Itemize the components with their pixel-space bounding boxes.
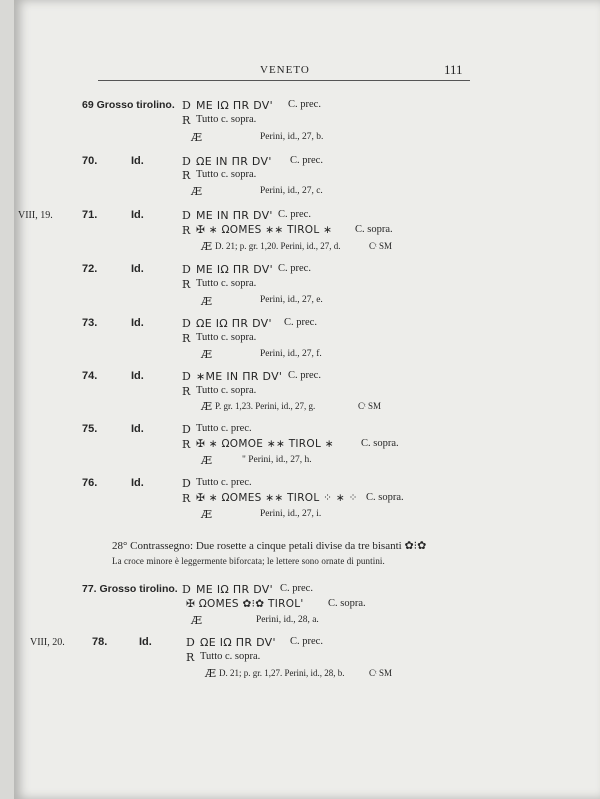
obverse-note: C. prec.: [280, 583, 313, 594]
entry-number: 77. Grosso tirolino.: [82, 583, 178, 595]
obverse-legend: ME IΩ ΠR DV': [196, 583, 273, 596]
collection-mark: Cᵗ SM: [358, 401, 381, 411]
obverse-legend: ΩΕ IΩ ΠR DV': [196, 317, 272, 330]
reference: D. 21; p. gr. 1,20. Perini, id., 27, d.: [215, 241, 341, 251]
reverse-legend: Tutto c. sopra.: [196, 332, 257, 343]
reverse-note: C. sopra.: [361, 438, 399, 449]
entry-number: 70.: [82, 155, 98, 167]
entry-type: Id.: [131, 423, 144, 435]
running-header: VENETO: [260, 64, 310, 76]
entry-number: 69 Grosso tirolino.: [82, 99, 175, 111]
reverse-note: C. sopra.: [366, 492, 404, 503]
collection-mark: Cᵗ SM: [369, 241, 392, 251]
reverse-symbol: R: [182, 278, 191, 291]
metal-mark: Æ: [201, 454, 213, 467]
entry-number: 71.: [82, 209, 98, 221]
book-page: [14, 0, 600, 799]
obverse-symbol: D: [182, 209, 191, 222]
entry-number: 76.: [82, 477, 98, 489]
obverse-symbol: D: [182, 317, 191, 330]
reference: " Perini, id., 27, h.: [242, 455, 312, 465]
metal-mark: Æ: [191, 131, 203, 144]
obverse-note: C. prec.: [290, 636, 323, 647]
metal-mark: Æ: [205, 667, 217, 680]
reverse-symbol: R: [186, 651, 195, 664]
reference: Perini, id., 27, e.: [260, 295, 323, 305]
plate-reference: VIII, 20.: [30, 637, 65, 648]
metal-mark: Æ: [191, 185, 203, 198]
reverse-legend: ✠ ΩΟΜΕS ✿⁝✿ TIROL': [186, 598, 304, 610]
reverse-legend: ✠ ∗ ΩΟΜΕS ∗∗ TIROL ⁘ ∗ ⁘: [196, 492, 358, 504]
entry-number: 78.: [92, 636, 108, 648]
obverse-symbol: D: [182, 99, 191, 112]
obverse-symbol: D: [182, 155, 191, 168]
metal-mark: Æ: [201, 295, 213, 308]
reverse-legend: Tutto c. sopra.: [200, 651, 261, 662]
entry-type: Id.: [139, 636, 152, 648]
obverse-note: C. prec.: [290, 155, 323, 166]
collection-mark: Cᵗ SM: [369, 668, 392, 678]
reference: Perini, id., 27, c.: [260, 186, 323, 196]
entry-type: Id.: [131, 317, 144, 329]
entry-number: 72.: [82, 263, 98, 275]
reverse-symbol: R: [182, 385, 191, 398]
obverse-legend: ΩΕ IΩ ΠR DV': [200, 636, 276, 649]
metal-mark: Æ: [201, 508, 213, 521]
reverse-legend: Tutto c. sopra.: [196, 169, 257, 180]
reverse-symbol: R: [182, 332, 191, 345]
reference: Perini, id., 27, i.: [260, 509, 322, 519]
reference: Perini, id., 27, f.: [260, 349, 322, 359]
entry-number: 73.: [82, 317, 98, 329]
obverse-symbol: D: [186, 636, 195, 649]
obverse-note: C. prec.: [288, 370, 321, 381]
entry-type: Id.: [131, 155, 144, 167]
obverse-legend: ME IΩ ΠR DV': [196, 263, 273, 276]
entry-type: Id.: [131, 477, 144, 489]
entry-number: 75.: [82, 423, 98, 435]
obverse-note: C. prec.: [284, 317, 317, 328]
metal-mark: Æ: [201, 348, 213, 361]
metal-mark: Æ: [201, 400, 213, 413]
plate-reference: VIII, 19.: [18, 210, 53, 221]
obverse-legend: ME IΩ ΠR DV': [196, 99, 273, 112]
reverse-symbol: R: [182, 169, 191, 182]
reverse-symbol: R: [182, 438, 191, 451]
reverse-legend: ✠ ∗ ΩΟΜΟΕ ∗∗ TIROL ∗: [196, 438, 334, 450]
reverse-symbol: R: [182, 114, 191, 127]
section-heading: 28° Contrassegno: Due rosette a cinque petali divise da tre bisanti ✿⁝✿: [112, 540, 427, 552]
obverse-legend: Tutto c. prec.: [196, 477, 252, 488]
entry-type: Id.: [131, 370, 144, 382]
obverse-note: C. prec.: [278, 209, 311, 220]
reverse-note: C. sopra.: [328, 598, 366, 609]
reference: P. gr. 1,23. Perini, id., 27, g.: [215, 401, 316, 411]
section-note: La croce minore è leggermente biforcata; le lettere sono ornate di puntini.: [112, 556, 385, 566]
entry-type: Id.: [131, 263, 144, 275]
obverse-legend: Tutto c. prec.: [196, 423, 252, 434]
obverse-symbol: D: [182, 583, 191, 596]
obverse-legend: ME IN ΠR DV': [196, 209, 273, 222]
obverse-symbol: D: [182, 263, 191, 276]
obverse-symbol: D: [182, 477, 191, 490]
reference: Perini, id., 27, b.: [260, 132, 324, 142]
obverse-symbol: D: [182, 370, 191, 383]
entry-type: Id.: [131, 209, 144, 221]
obverse-note: C. prec.: [288, 99, 321, 110]
obverse-legend: ∗ME IN ΠR DV': [196, 370, 283, 383]
reverse-legend: ✠ ∗ ΩΟΜΕS ∗∗ TIROL ∗: [196, 224, 333, 236]
obverse-symbol: D: [182, 423, 191, 436]
reverse-note: C. sopra.: [355, 224, 393, 235]
header-rule: [98, 80, 470, 81]
obverse-legend: ΩΕ IN ΠR DV': [196, 155, 272, 168]
page-number: 111: [444, 62, 463, 77]
reverse-legend: Tutto c. sopra.: [196, 385, 257, 396]
reverse-legend: Tutto c. sopra.: [196, 114, 257, 125]
obverse-note: C. prec.: [278, 263, 311, 274]
reverse-symbol: R: [182, 224, 191, 237]
metal-mark: Æ: [191, 614, 203, 627]
reverse-symbol: R: [182, 492, 191, 505]
reference: D. 21; p. gr. 1,27. Perini, id., 28, b.: [219, 668, 345, 678]
entry-number: 74.: [82, 370, 98, 382]
reverse-legend: Tutto c. sopra.: [196, 278, 257, 289]
reference: Perini, id., 28, a.: [256, 615, 319, 625]
metal-mark: Æ: [201, 240, 213, 253]
